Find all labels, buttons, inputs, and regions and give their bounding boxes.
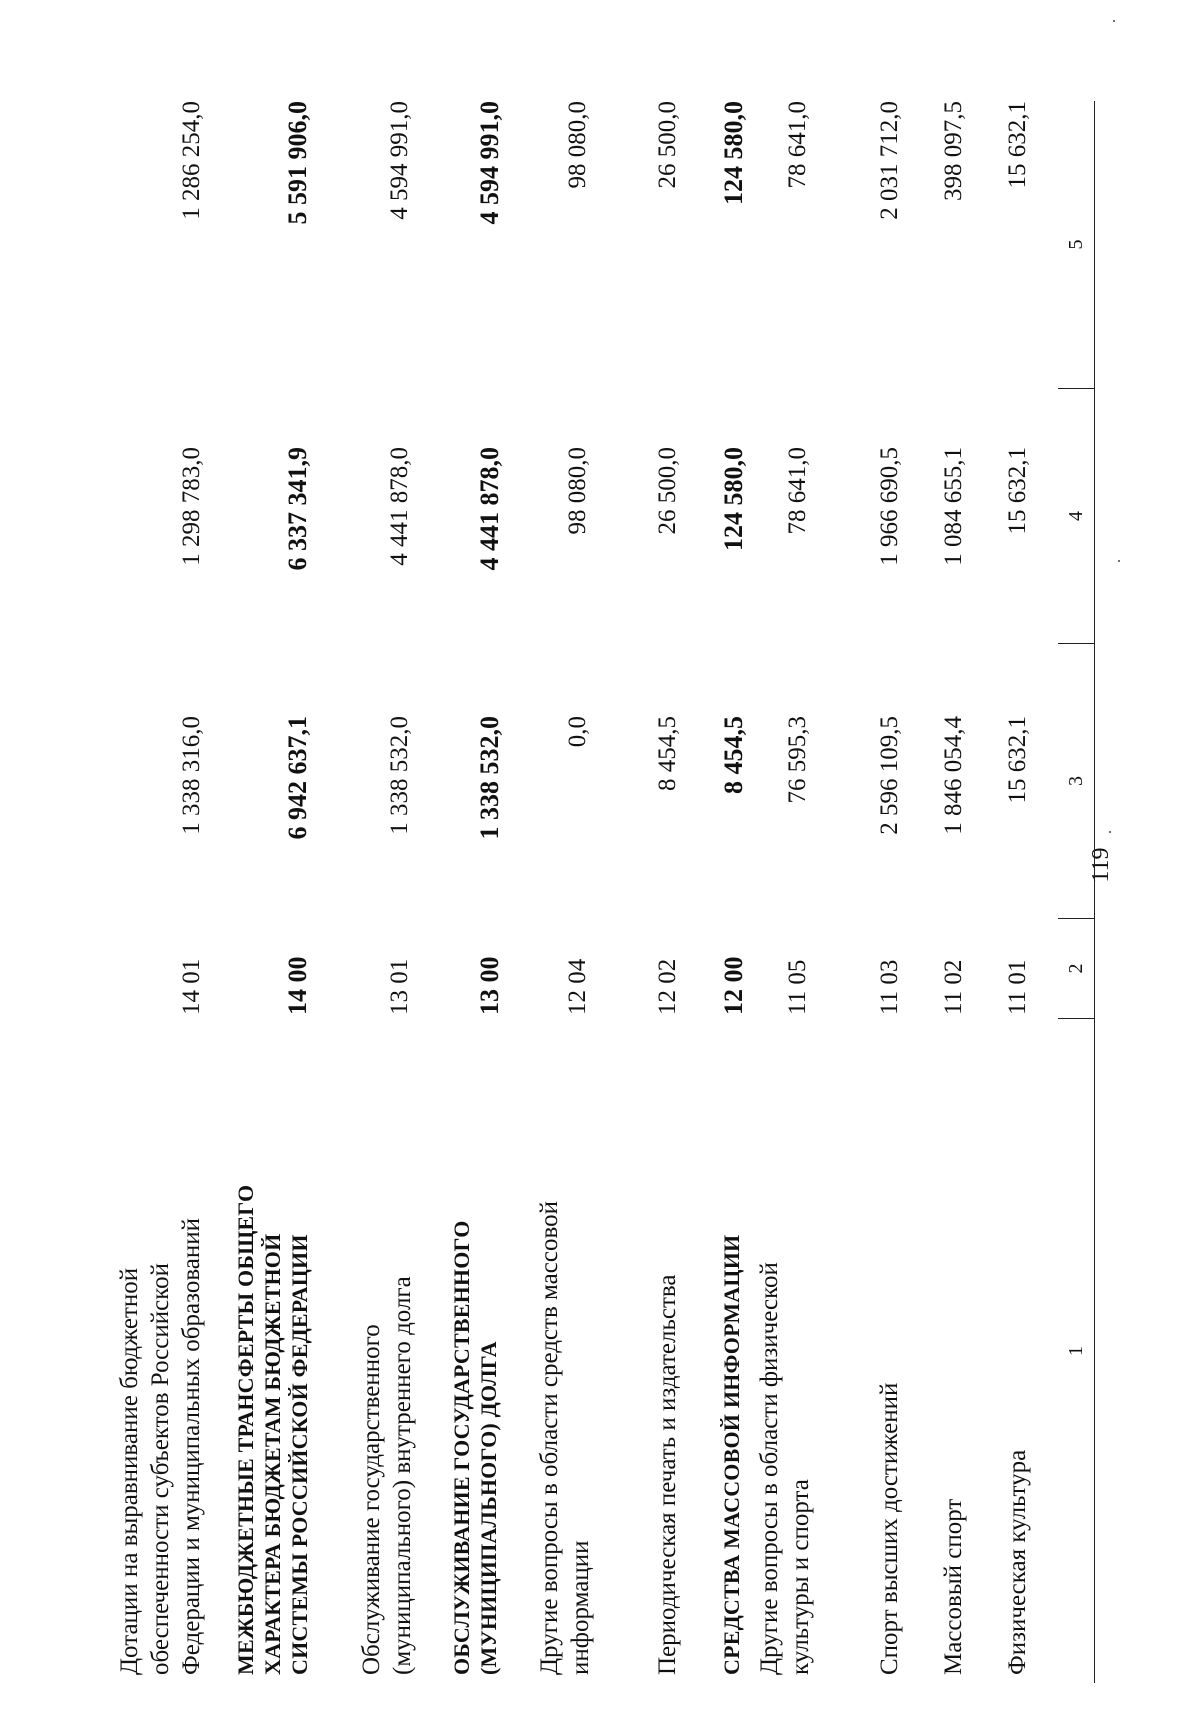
- scan-speck: [1113, 20, 1115, 22]
- row-col4: 1 966 690,5: [876, 447, 903, 566]
- header-col-5: 5: [1064, 239, 1087, 250]
- row-col3: 76 595,3: [784, 716, 811, 804]
- row-code: 11 03: [876, 959, 903, 1015]
- row-code: 12 00: [719, 956, 748, 1015]
- row-col3: 1 846 054,4: [940, 716, 967, 835]
- row-code: 11 02: [940, 959, 967, 1015]
- row-col5: 98 080,0: [564, 101, 591, 189]
- scan-speck: [1109, 831, 1111, 833]
- row-col4: 6 337 341,9: [283, 447, 312, 571]
- row-name: Массовый спорт: [940, 1498, 967, 1675]
- row-col5: 1 286 254,0: [178, 101, 205, 220]
- row-col3: 15 632,1: [1004, 716, 1031, 804]
- row-col4: 26 500,0: [654, 447, 681, 535]
- header-col-1: 1: [1058, 1018, 1094, 1683]
- row-name: Другие вопросы в области физической культуры и спорта: [756, 1262, 814, 1675]
- row-name: Обслуживание государственного (муниципального) внутреннего долга: [358, 1276, 416, 1675]
- row-col5: 5 591 906,0: [283, 101, 312, 225]
- scan-speck: [1118, 560, 1120, 562]
- row-col4: 124 580,0: [719, 447, 748, 551]
- row-col3: 6 942 637,1: [283, 716, 312, 840]
- row-name: Другие вопросы в области средств массовой информации: [536, 1201, 594, 1675]
- header-col-2: 2: [1058, 918, 1094, 1018]
- row-col5: 4 594 991,0: [475, 101, 504, 225]
- row-code: 14 00: [283, 956, 312, 1015]
- row-name: Периодическая печать и издательства: [654, 1274, 681, 1675]
- row-col4: 78 641,0: [784, 447, 811, 535]
- row-col4: 15 632,1: [1004, 447, 1031, 535]
- row-name: ОБСЛУЖИВАНИЕ ГОСУДАРСТВЕННОГО (МУНИЦИПАЛЬНОГО) ДОЛГА: [449, 1220, 501, 1675]
- row-col3: 8 454,5: [654, 716, 681, 791]
- row-col3: 1 338 316,0: [178, 716, 205, 835]
- row-code: 11 01: [1004, 959, 1031, 1015]
- row-name: Физическая культура: [1004, 1449, 1031, 1675]
- row-col4: 4 441 878,0: [475, 447, 504, 571]
- row-col4: 1 298 783,0: [178, 447, 205, 566]
- row-name: Дотации на выравнивание бюджетной обеспеченности субъектов Российской Федерации и муниципальных образований: [116, 1217, 205, 1675]
- table-header-row: [1058, 101, 1095, 1683]
- row-col5: 124 580,0: [719, 101, 748, 205]
- row-col3: 1 338 532,0: [386, 716, 413, 835]
- row-code: 13 01: [386, 958, 413, 1015]
- row-code: 14 01: [178, 958, 205, 1015]
- header-col-4: 4: [1058, 388, 1094, 643]
- row-col5: 78 641,0: [784, 101, 811, 189]
- row-code: 12 04: [564, 958, 591, 1015]
- row-code: 13 00: [475, 956, 504, 1015]
- row-code: 12 02: [654, 958, 681, 1015]
- row-col5: 2 031 712,0: [876, 101, 903, 220]
- row-col3: 0,0: [564, 716, 591, 748]
- row-name: МЕЖБЮДЖЕТНЫЕ ТРАНСФЕРТЫ ОБЩЕГО ХАРАКТЕРА БЮДЖЕТАМ БЮДЖЕТНОЙ СИСТЕМЫ РОССИЙСКОЙ ФЕДЕРАЦИИ: [233, 1184, 312, 1675]
- header-col-3: 3: [1058, 643, 1094, 918]
- row-col4: 4 441 878,0: [386, 447, 413, 566]
- page-number: 119: [1088, 847, 1114, 883]
- row-col3: 8 454,5: [719, 716, 748, 794]
- row-col5: 15 632,1: [1004, 101, 1031, 189]
- row-col5: 26 500,0: [654, 101, 681, 189]
- row-col5: 4 594 991,0: [386, 101, 413, 220]
- row-code: 11 05: [784, 959, 811, 1015]
- row-col3: 1 338 532,0: [475, 716, 504, 840]
- row-col3: 2 596 109,5: [876, 716, 903, 835]
- row-col4: 1 084 655,1: [940, 447, 967, 566]
- row-name: СРЕДСТВА МАССОВОЙ ИНФОРМАЦИИ: [719, 1234, 744, 1675]
- row-col5: 398 097,5: [940, 101, 967, 201]
- row-name: Спорт высших достижений: [876, 1382, 903, 1675]
- row-col4: 98 080,0: [564, 447, 591, 535]
